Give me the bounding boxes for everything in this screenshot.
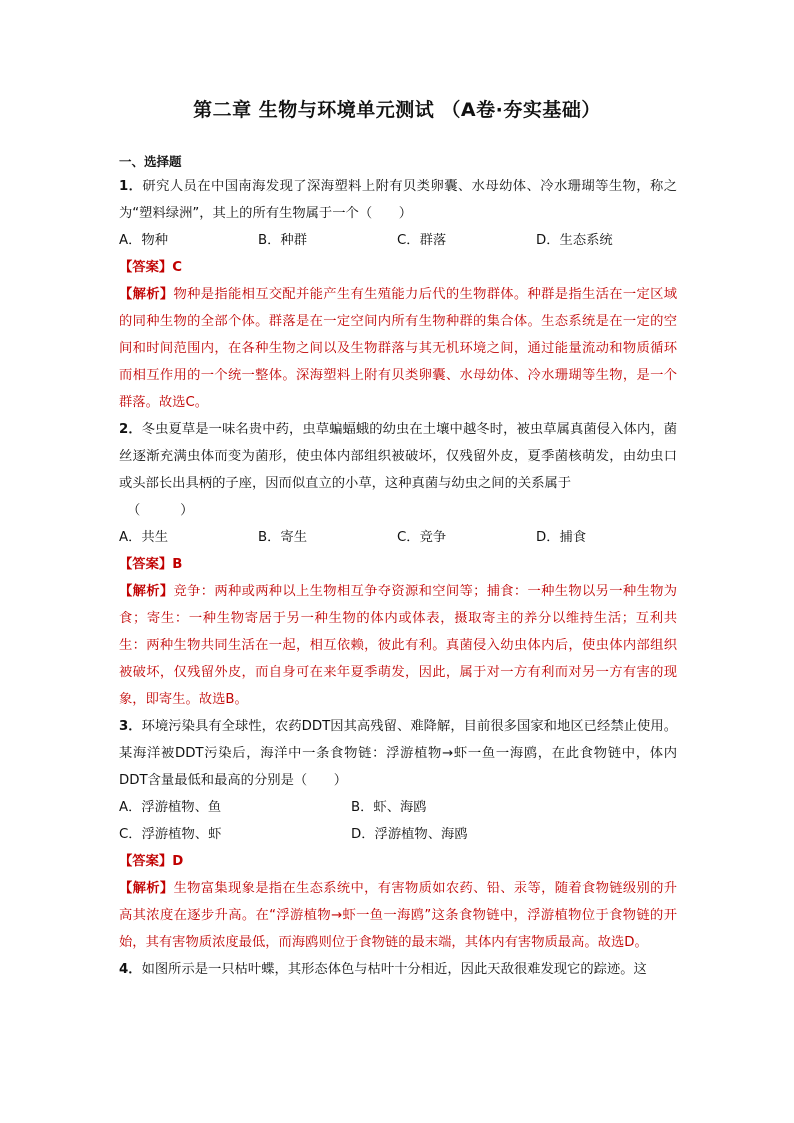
- options-row: [119, 821, 677, 848]
- option-b: B．寄生: [258, 530, 308, 545]
- answer-line: [119, 254, 677, 281]
- content-body: [119, 153, 677, 983]
- answer-line: [119, 551, 677, 578]
- question-text: 如图所示是一只枯叶蝶，其形态体色与枯叶十分相近，因此天敌很难发现它的踪迹。这: [141, 962, 647, 977]
- analysis-text: 竞争：两种或两种以上生物相互争夺资源和空间等；捕食：一种生物以另一种生物为食；寄生：一种生物寄居于另一种生物的体内或体表，摄取寄主的养分以维持生活；互利共生：两种生物共同生活在一起，相互依赖，彼此有利。真菌侵入幼虫体内后，使虫体内部组织被破坏，仅残留外皮，而自身可在来年夏季萌发，因此，属于对一方有利而对另一方有害的现象，即寄生。故选B。: [119, 584, 678, 707]
- question-1: [119, 173, 677, 227]
- options-row: [119, 524, 677, 551]
- answer-value: D: [172, 854, 184, 869]
- question-4: [119, 956, 677, 983]
- question-number: 2．: [119, 422, 142, 437]
- question-number: 4．: [119, 962, 142, 977]
- question-2: [119, 416, 677, 497]
- question-number: 1．: [119, 179, 143, 194]
- answer-tag: 【答案】: [119, 557, 173, 572]
- section-heading: 一、选择题: [119, 154, 182, 169]
- option-d: D．浮游植物、海鸥: [351, 827, 468, 842]
- analysis-text: 物种是指能相互交配并能产生有生殖能力后代的生物群体。种群是指生活在一定区域的同种生物的全部个体。群落是在一定空间内所有生物种群的集合体。生态系统是在一定的空间和时间范围内，在各种生物之间以及生物群落与其无机环境之间，通过能量流动和物质循环而相互作用的一个统一整体。深海塑料上附有贝类卵囊、水母幼体、冷水珊瑚等生物，是一个群落。故选C。: [119, 287, 678, 410]
- question-text: 环境污染具有全球性，农药DDT因其高残留、难降解，目前很多国家和地区已经禁止使用。某海洋被DDT污染后，海洋中一条食物链：浮游植物→虾一鱼一海鸥，在此食物链中，体内DDT含量最低和最高的分别是（ ）: [119, 719, 677, 788]
- options-row: [119, 227, 677, 254]
- option-a: A．共生: [119, 530, 168, 545]
- analysis-text: 生物富集现象是指在生态系统中，有害物质如农药、铅、汞等，随着食物链级别的升高其浓度在逐步升高。在“浮游植物→虾一鱼一海鸥”这条食物链中，浮游植物位于食物链的开始，其有害物质浓度最低，而海鸥则位于食物链的最末端，其体内有害物质最高。故选D。: [119, 881, 678, 950]
- analysis-tag: 【解析】: [119, 584, 174, 599]
- option-d: D．捕食: [536, 530, 587, 545]
- analysis-block: [119, 875, 677, 956]
- option-a: A．物种: [119, 233, 168, 248]
- option-d: D．生态系统: [536, 233, 613, 248]
- answer-tag: 【答案】: [119, 260, 173, 275]
- option-c: C．竞争: [397, 530, 447, 545]
- question-number: 3．: [119, 719, 142, 734]
- answer-value: B: [172, 557, 183, 572]
- option-c: C．群落: [397, 233, 447, 248]
- answer-line: [119, 848, 677, 875]
- analysis-tag: 【解析】: [119, 881, 174, 896]
- analysis-tag: 【解析】: [119, 287, 174, 302]
- page-title: 第二章 生物与环境单元测试 （A卷·夯实基础）: [193, 99, 601, 121]
- analysis-block: [119, 578, 677, 713]
- question-text: 冬虫夏草是一味名贵中药，虫草蝙蝠蛾的幼虫在土壤中越冬时，被虫草属真菌侵入体内，菌丝逐渐充满虫体而变为菌形，使虫体内部组织被破坏，仅残留外皮，夏季菌核萌发，由幼虫口或头部长出具柄的子座，因而似直立的小草，这种真菌与幼虫之间的关系属于: [119, 422, 677, 491]
- question-text: 研究人员在中国南海发现了深海塑料上附有贝类卵囊、水母幼体、冷水珊瑚等生物，称之为“塑料绿洲”，其上的所有生物属于一个（ ）: [119, 179, 677, 221]
- answer-tag: 【答案】: [119, 854, 173, 869]
- option-c: C．浮游植物、虾: [119, 827, 222, 842]
- question-3: [119, 713, 677, 794]
- answer-value: C: [172, 260, 182, 275]
- options-row: [119, 794, 677, 821]
- option-b: B．种群: [258, 233, 308, 248]
- answer-parenthesis: （ ）: [127, 503, 194, 518]
- option-b: B．虾、海鸥: [351, 800, 427, 815]
- option-a: A．浮游植物、鱼: [119, 800, 222, 815]
- analysis-block: [119, 281, 677, 416]
